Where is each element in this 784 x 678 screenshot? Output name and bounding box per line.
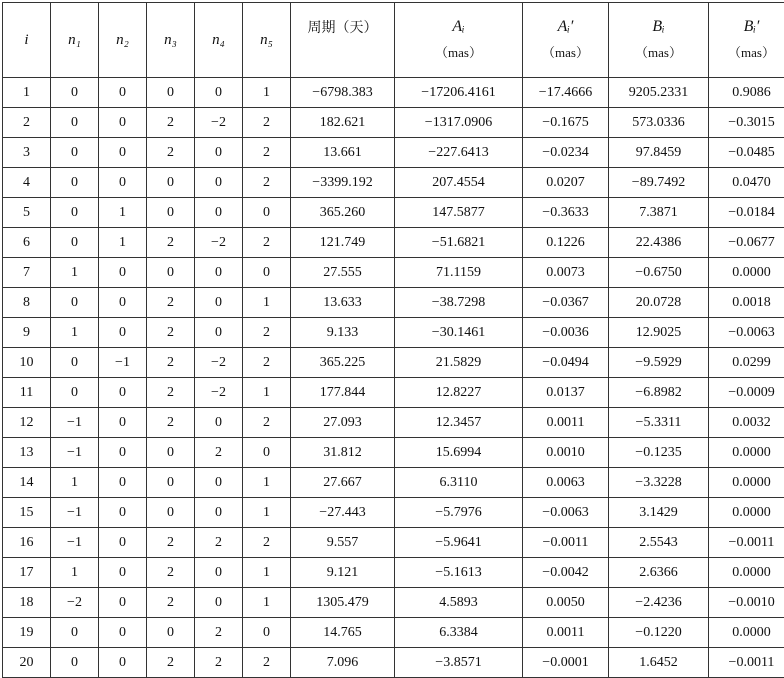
cell-period: 14.765 [291, 618, 395, 648]
cell-index: 3 [3, 138, 51, 168]
cell-n2: 0 [99, 138, 147, 168]
cell-A-prime: −17.4666 [523, 78, 609, 108]
table-row [3, 528, 784, 558]
cell-n4: 0 [195, 258, 243, 288]
table-row [3, 348, 784, 378]
cell-n1: 1 [51, 318, 99, 348]
cell-n3: 2 [147, 588, 195, 618]
cell-A-prime: −0.0234 [523, 138, 609, 168]
cell-A: 71.1159 [395, 258, 523, 288]
cell-n2: 0 [99, 558, 147, 588]
table-row [3, 408, 784, 438]
cell-n1: 0 [51, 108, 99, 138]
cell-n4: 0 [195, 138, 243, 168]
cell-A-prime: 0.0050 [523, 588, 609, 618]
cell-n5: 2 [243, 168, 291, 198]
cell-B: 2.5543 [609, 528, 709, 558]
cell-A: 207.4554 [395, 168, 523, 198]
cell-n3: 2 [147, 408, 195, 438]
cell-period: −6798.383 [291, 78, 395, 108]
cell-n3: 0 [147, 468, 195, 498]
cell-n3: 0 [147, 438, 195, 468]
cell-index: 6 [3, 228, 51, 258]
cell-A-prime: 0.0011 [523, 618, 609, 648]
cell-B-prime: 0.0000 [709, 618, 784, 648]
cell-n4: 2 [195, 618, 243, 648]
table-row [3, 588, 784, 618]
cell-B: −6.8982 [609, 378, 709, 408]
cell-B: −5.3311 [609, 408, 709, 438]
cell-B-prime: 0.0470 [709, 168, 784, 198]
cell-B: −89.7492 [609, 168, 709, 198]
cell-B-prime: 0.0299 [709, 348, 784, 378]
cell-A-prime: −0.0063 [523, 498, 609, 528]
header-B-prime-unit: （mas） [709, 42, 784, 64]
cell-A: −30.1461 [395, 318, 523, 348]
header-A-prime [523, 3, 609, 78]
header-n1: n₁ [51, 3, 99, 78]
cell-n2: −1 [99, 348, 147, 378]
cell-n1: 0 [51, 138, 99, 168]
cell-n3: 0 [147, 258, 195, 288]
cell-n1: −1 [51, 528, 99, 558]
cell-period: 9.121 [291, 558, 395, 588]
cell-B-prime: 0.0000 [709, 468, 784, 498]
table-row [3, 438, 784, 468]
cell-B-prime: 0.0018 [709, 288, 784, 318]
cell-n3: 2 [147, 348, 195, 378]
cell-period: 365.260 [291, 198, 395, 228]
header-index: i [3, 3, 51, 78]
cell-n1: 0 [51, 648, 99, 678]
table-row [3, 168, 784, 198]
cell-B: −0.1235 [609, 438, 709, 468]
cell-A-prime: −0.0367 [523, 288, 609, 318]
cell-n4: 2 [195, 528, 243, 558]
cell-B-prime: 0.9086 [709, 78, 784, 108]
table-row [3, 198, 784, 228]
cell-n1: 0 [51, 288, 99, 318]
cell-n4: 0 [195, 288, 243, 318]
cell-n3: 0 [147, 78, 195, 108]
cell-A: 147.5877 [395, 198, 523, 228]
table-row [3, 378, 784, 408]
cell-A: −38.7298 [395, 288, 523, 318]
cell-n3: 2 [147, 138, 195, 168]
cell-n2: 0 [99, 588, 147, 618]
cell-A: 12.3457 [395, 408, 523, 438]
cell-period: 9.557 [291, 528, 395, 558]
cell-n4: 0 [195, 78, 243, 108]
cell-index: 12 [3, 408, 51, 438]
cell-period: 7.096 [291, 648, 395, 678]
cell-n5: 2 [243, 648, 291, 678]
cell-B-prime: −0.0009 [709, 378, 784, 408]
cell-A-prime: −0.0036 [523, 318, 609, 348]
header-A-unit: （mas） [395, 42, 522, 64]
cell-A: −1317.0906 [395, 108, 523, 138]
cell-n5: 2 [243, 228, 291, 258]
cell-B-prime: −0.0011 [709, 648, 784, 678]
cell-n4: −2 [195, 228, 243, 258]
cell-period: 31.812 [291, 438, 395, 468]
cell-n2: 0 [99, 528, 147, 558]
cell-B-prime: −0.0184 [709, 198, 784, 228]
cell-n2: 0 [99, 648, 147, 678]
cell-B-prime: 0.0000 [709, 498, 784, 528]
cell-index: 11 [3, 378, 51, 408]
cell-B: 1.6452 [609, 648, 709, 678]
cell-B: −3.3228 [609, 468, 709, 498]
cell-n3: 2 [147, 648, 195, 678]
cell-n2: 0 [99, 408, 147, 438]
table-row [3, 288, 784, 318]
cell-B-prime: 0.0000 [709, 258, 784, 288]
cell-B: 2.6366 [609, 558, 709, 588]
cell-B: −0.1220 [609, 618, 709, 648]
cell-B: 20.0728 [609, 288, 709, 318]
cell-A-prime: −0.0042 [523, 558, 609, 588]
header-B-prime [709, 3, 784, 78]
cell-index: 8 [3, 288, 51, 318]
cell-A-prime: 0.0073 [523, 258, 609, 288]
cell-n5: 1 [243, 468, 291, 498]
cell-index: 7 [3, 258, 51, 288]
cell-n5: 1 [243, 78, 291, 108]
cell-n1: 0 [51, 348, 99, 378]
cell-n1: −2 [51, 588, 99, 618]
cell-period: −27.443 [291, 498, 395, 528]
cell-index: 18 [3, 588, 51, 618]
cell-A: −5.7976 [395, 498, 523, 528]
cell-B-prime: −0.0011 [709, 528, 784, 558]
cell-n4: −2 [195, 348, 243, 378]
cell-A: −51.6821 [395, 228, 523, 258]
nutation-coefficients-table [2, 2, 784, 678]
cell-n4: 0 [195, 588, 243, 618]
cell-n4: 0 [195, 168, 243, 198]
cell-n2: 1 [99, 228, 147, 258]
cell-B-prime: 0.0032 [709, 408, 784, 438]
table-row [3, 318, 784, 348]
cell-n5: 1 [243, 378, 291, 408]
cell-period: 9.133 [291, 318, 395, 348]
cell-n1: 0 [51, 618, 99, 648]
cell-index: 9 [3, 318, 51, 348]
cell-B-prime: 0.0000 [709, 438, 784, 468]
cell-n5: 1 [243, 558, 291, 588]
cell-B-prime: −0.0677 [709, 228, 784, 258]
cell-n5: 2 [243, 108, 291, 138]
cell-B: 9205.2331 [609, 78, 709, 108]
header-B-symbol: Bᵢ [609, 16, 708, 38]
cell-index: 2 [3, 108, 51, 138]
cell-n4: 0 [195, 408, 243, 438]
cell-n5: 2 [243, 348, 291, 378]
cell-n1: 0 [51, 198, 99, 228]
cell-B: 97.8459 [609, 138, 709, 168]
header-n5: n₅ [243, 3, 291, 78]
table-row [3, 558, 784, 588]
header-B [609, 3, 709, 78]
cell-n5: 2 [243, 318, 291, 348]
cell-n2: 0 [99, 78, 147, 108]
cell-n5: 0 [243, 198, 291, 228]
header-B-unit: （mas） [609, 42, 708, 64]
cell-n1: 0 [51, 168, 99, 198]
table-body [3, 78, 784, 678]
cell-index: 5 [3, 198, 51, 228]
cell-n2: 0 [99, 318, 147, 348]
cell-A: 4.5893 [395, 588, 523, 618]
cell-n4: 2 [195, 438, 243, 468]
cell-n2: 0 [99, 168, 147, 198]
header-B-prime-symbol: Bᵢ′ [709, 16, 784, 38]
cell-B: −9.5929 [609, 348, 709, 378]
cell-period: 365.225 [291, 348, 395, 378]
cell-B: 573.0336 [609, 108, 709, 138]
cell-n3: 2 [147, 288, 195, 318]
table-row [3, 468, 784, 498]
header-n3: n₃ [147, 3, 195, 78]
cell-A-prime: −0.0011 [523, 528, 609, 558]
cell-B-prime: −0.3015 [709, 108, 784, 138]
cell-n5: 1 [243, 498, 291, 528]
cell-B: 22.4386 [609, 228, 709, 258]
cell-n1: 1 [51, 558, 99, 588]
cell-B-prime: −0.0485 [709, 138, 784, 168]
cell-n4: −2 [195, 108, 243, 138]
cell-n2: 0 [99, 378, 147, 408]
header-n4: n₄ [195, 3, 243, 78]
cell-A-prime: 0.0137 [523, 378, 609, 408]
cell-n1: 1 [51, 258, 99, 288]
cell-index: 16 [3, 528, 51, 558]
cell-n1: −1 [51, 498, 99, 528]
cell-B: −2.4236 [609, 588, 709, 618]
header-A-symbol: Aᵢ [395, 16, 522, 38]
cell-index: 17 [3, 558, 51, 588]
cell-A-prime: −0.3633 [523, 198, 609, 228]
cell-n2: 0 [99, 468, 147, 498]
table-row [3, 648, 784, 678]
cell-index: 20 [3, 648, 51, 678]
cell-A: 15.6994 [395, 438, 523, 468]
cell-index: 1 [3, 78, 51, 108]
cell-index: 4 [3, 168, 51, 198]
table-row [3, 498, 784, 528]
cell-n4: 0 [195, 558, 243, 588]
cell-A-prime: 0.1226 [523, 228, 609, 258]
cell-n5: 1 [243, 288, 291, 318]
table-row [3, 618, 784, 648]
cell-B: 3.1429 [609, 498, 709, 528]
cell-n2: 0 [99, 618, 147, 648]
header-A [395, 3, 523, 78]
cell-n5: 1 [243, 588, 291, 618]
cell-A: −227.6413 [395, 138, 523, 168]
cell-n3: 2 [147, 528, 195, 558]
cell-A-prime: 0.0010 [523, 438, 609, 468]
cell-A-prime: 0.0207 [523, 168, 609, 198]
cell-period: 13.633 [291, 288, 395, 318]
cell-n4: 0 [195, 468, 243, 498]
cell-n3: 0 [147, 168, 195, 198]
cell-A: 21.5829 [395, 348, 523, 378]
cell-A: 6.3384 [395, 618, 523, 648]
cell-period: 13.661 [291, 138, 395, 168]
header-A-prime-symbol: Aᵢ′ [523, 16, 608, 38]
cell-n4: 0 [195, 318, 243, 348]
cell-index: 14 [3, 468, 51, 498]
cell-index: 10 [3, 348, 51, 378]
cell-n3: 0 [147, 498, 195, 528]
table-row [3, 138, 784, 168]
cell-B: 7.3871 [609, 198, 709, 228]
cell-A: −5.1613 [395, 558, 523, 588]
cell-A-prime: −0.0001 [523, 648, 609, 678]
cell-index: 19 [3, 618, 51, 648]
cell-period: −3399.192 [291, 168, 395, 198]
cell-n5: 2 [243, 528, 291, 558]
cell-n2: 0 [99, 288, 147, 318]
cell-n5: 2 [243, 408, 291, 438]
cell-n1: −1 [51, 438, 99, 468]
header-n2: n₂ [99, 3, 147, 78]
table-row [3, 228, 784, 258]
cell-B: 12.9025 [609, 318, 709, 348]
cell-n3: 2 [147, 318, 195, 348]
cell-n5: 0 [243, 258, 291, 288]
cell-A: −5.9641 [395, 528, 523, 558]
cell-period: 27.667 [291, 468, 395, 498]
header-period: 周期（天） [291, 3, 395, 78]
cell-n3: 2 [147, 558, 195, 588]
cell-n2: 0 [99, 108, 147, 138]
cell-B: −0.6750 [609, 258, 709, 288]
cell-B-prime: 0.0000 [709, 558, 784, 588]
cell-n5: 0 [243, 618, 291, 648]
cell-n4: 2 [195, 648, 243, 678]
cell-n3: 2 [147, 378, 195, 408]
cell-A-prime: 0.0063 [523, 468, 609, 498]
cell-B-prime: −0.0010 [709, 588, 784, 618]
cell-A-prime: 0.0011 [523, 408, 609, 438]
cell-A: −17206.4161 [395, 78, 523, 108]
cell-index: 13 [3, 438, 51, 468]
cell-A: 6.3110 [395, 468, 523, 498]
cell-period: 27.555 [291, 258, 395, 288]
cell-n3: 0 [147, 198, 195, 228]
cell-n3: 0 [147, 618, 195, 648]
table-row [3, 78, 784, 108]
cell-n2: 0 [99, 438, 147, 468]
cell-period: 182.621 [291, 108, 395, 138]
cell-period: 177.844 [291, 378, 395, 408]
cell-n4: 0 [195, 498, 243, 528]
cell-n1: 1 [51, 468, 99, 498]
cell-n5: 0 [243, 438, 291, 468]
header-A-prime-unit: （mas） [523, 42, 608, 64]
cell-n1: 0 [51, 378, 99, 408]
cell-n5: 2 [243, 138, 291, 168]
header-row [3, 3, 784, 78]
cell-n1: 0 [51, 78, 99, 108]
cell-A: −3.8571 [395, 648, 523, 678]
cell-period: 121.749 [291, 228, 395, 258]
cell-index: 15 [3, 498, 51, 528]
cell-n1: 0 [51, 228, 99, 258]
cell-period: 27.093 [291, 408, 395, 438]
table-row [3, 108, 784, 138]
cell-A-prime: −0.0494 [523, 348, 609, 378]
cell-n2: 0 [99, 258, 147, 288]
cell-n2: 0 [99, 498, 147, 528]
cell-n2: 1 [99, 198, 147, 228]
cell-n3: 2 [147, 108, 195, 138]
cell-n4: 0 [195, 198, 243, 228]
cell-A: 12.8227 [395, 378, 523, 408]
cell-n3: 2 [147, 228, 195, 258]
cell-B-prime: −0.0063 [709, 318, 784, 348]
cell-A-prime: −0.1675 [523, 108, 609, 138]
cell-n4: −2 [195, 378, 243, 408]
cell-period: 1305.479 [291, 588, 395, 618]
table-row [3, 258, 784, 288]
cell-n1: −1 [51, 408, 99, 438]
